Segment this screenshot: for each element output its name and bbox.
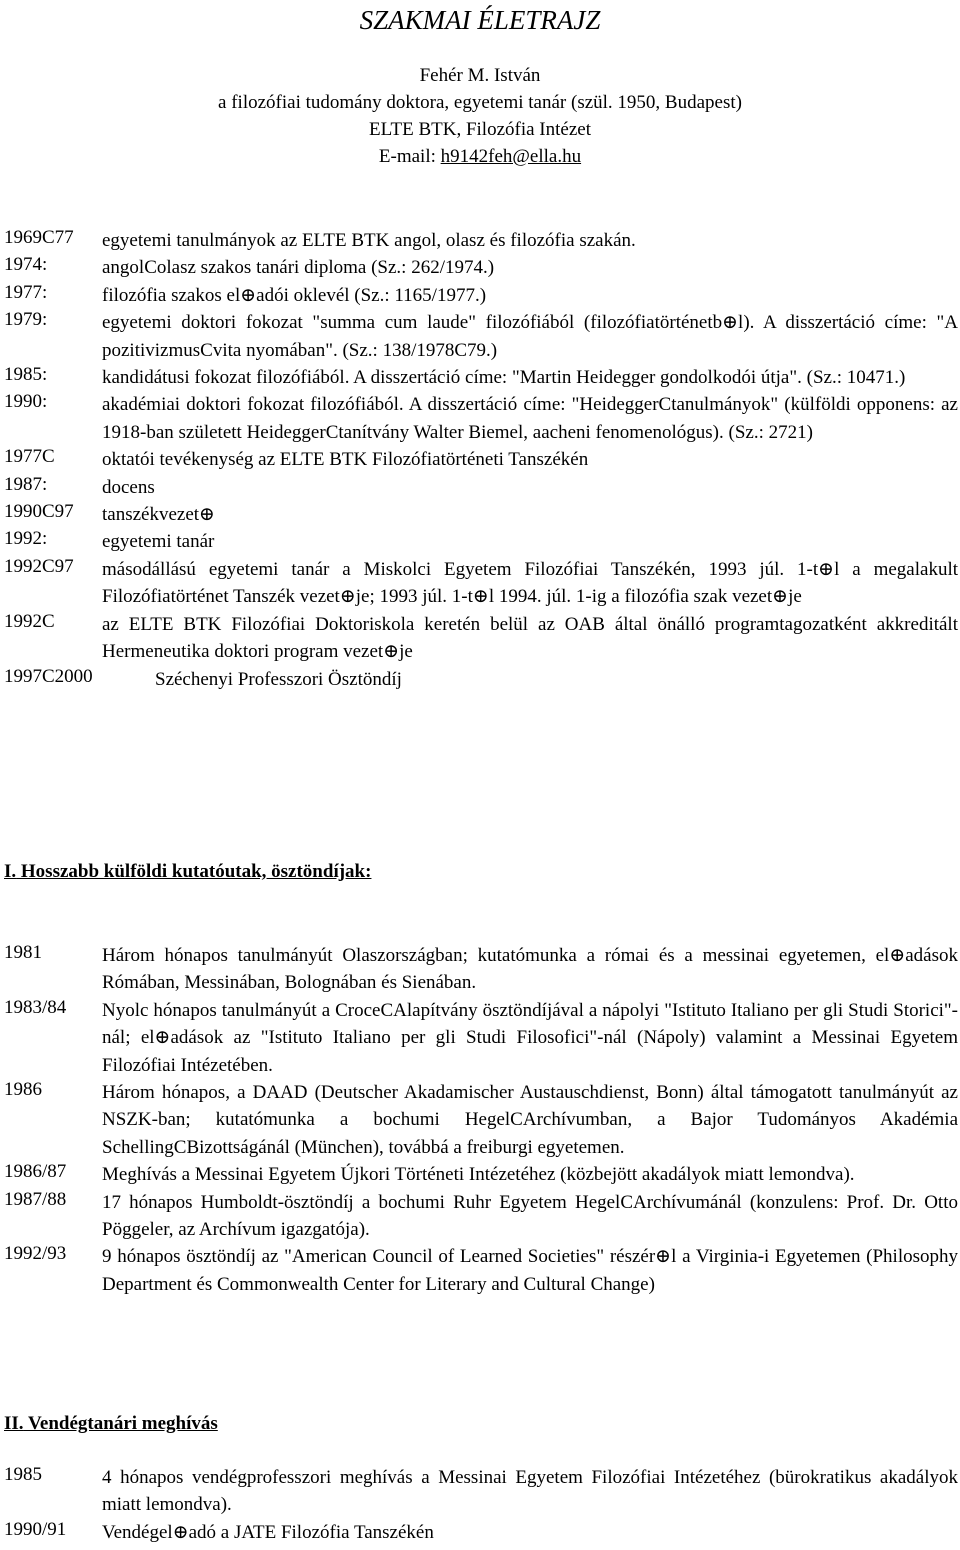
career-year: 1990: bbox=[4, 391, 48, 413]
trip-entry bbox=[0, 942, 960, 997]
career-year: 1997C2000 bbox=[4, 665, 93, 687]
trip-year: 1981 bbox=[4, 942, 42, 963]
trip-entry bbox=[0, 997, 960, 1079]
career-year: 1990C97 bbox=[4, 501, 74, 523]
career-text: Széchenyi Professzori Ösztöndíj bbox=[155, 668, 402, 690]
email-label: E-mail: bbox=[378, 146, 441, 167]
career-text: egyetemi tanár bbox=[102, 531, 215, 553]
career-list bbox=[0, 227, 960, 693]
career-year: 1985: bbox=[4, 364, 48, 386]
section-number: II. bbox=[4, 1413, 24, 1434]
trip-entry bbox=[0, 1161, 960, 1188]
trip-text: 17 hónapos Humboldt-ösztöndíj a bochumi Ruhr Egyetem HegelCArchívumánál (konzulens: Prof. Dr. Otto Pöggeler, az Archívum igazgatója). bbox=[102, 1191, 958, 1241]
career-year: 1969C77 bbox=[4, 227, 74, 248]
career-year: 1992C97 bbox=[4, 555, 74, 577]
trip-text: Nyolc hónapos tanulmányút a CroceCAlapítvány ösztöndíjával a nápolyi "Istituto Italiano per gli Studi Storici"-nál; el⊕adások az "Istituto Italiano per gli Studi Filosofici"-nál (Nápoly) valamint a Messinai Egyetem Filozófiai Intézetében. bbox=[102, 999, 958, 1076]
career-year: 1979: bbox=[4, 309, 48, 331]
trip-entry bbox=[0, 1189, 960, 1244]
trip-year: 1983/84 bbox=[4, 996, 67, 1018]
career-entry bbox=[0, 309, 960, 364]
career-entry bbox=[0, 474, 960, 501]
guest-teaching-list bbox=[0, 1464, 960, 1546]
header-block bbox=[0, 62, 960, 170]
guest-text: 4 hónapos vendégprofesszori meghívás a Messinai Egyetem Filozófiai Intézetéhez (bürokratikus akadályok miatt lemondva). bbox=[102, 1467, 958, 1516]
author-email-line bbox=[0, 143, 960, 170]
career-entry bbox=[0, 282, 960, 309]
career-entry bbox=[0, 611, 960, 666]
author-name: Fehér M. István bbox=[419, 65, 541, 86]
trip-entry bbox=[0, 1243, 960, 1298]
career-text: angolColasz szakos tanári diploma (Sz.: 262/1974.) bbox=[102, 257, 495, 279]
career-text: másodállású egyetemi tanár a Miskolci Egyetem Filozófiai Tanszékén, 1993 júl. 1-t⊕l a megalakult Filozófiatörténet Tanszék vezet⊕je; 1993 júl. 1-t⊕l 1994. júl. 1-ig a filozófia szak vezet⊕je bbox=[102, 558, 958, 608]
author-title: a filozófiai tudomány doktora, egyetemi tanár (szül. 1950, Budapest) bbox=[218, 92, 742, 113]
career-entry bbox=[0, 254, 960, 281]
career-text: oktatói tevékenység az ELTE BTK Filozófiatörténeti Tanszékén bbox=[102, 449, 589, 471]
career-text: tanszékvezet⊕ bbox=[102, 504, 215, 526]
career-year: 1987: bbox=[4, 473, 48, 495]
career-text: egyetemi tanulmányok az ELTE BTK angol, olasz és filozófia szakán. bbox=[102, 230, 636, 251]
trip-entry bbox=[0, 1079, 960, 1161]
career-text: filozófia szakos el⊕adói oklevél (Sz.: 1165/1977.) bbox=[102, 284, 487, 306]
trip-text: 9 hónapos ösztöndíj az "American Council of Learned Societies" részér⊕l a Virginia-i Egyetemen (Philosophy Department és Commonwealth Center for Literary and Cultural Change) bbox=[102, 1246, 958, 1295]
trip-year: 1986/87 bbox=[4, 1161, 67, 1183]
career-entry bbox=[0, 446, 960, 473]
career-year: 1992C bbox=[4, 610, 55, 632]
email-link[interactable]: h9142feh@ella.hu bbox=[440, 146, 582, 167]
trip-text: Meghívás a Messinai Egyetem Újkori Történeti Intézetéhez (közbejött akadályok miatt lemondva). bbox=[102, 1164, 855, 1186]
career-entry bbox=[0, 556, 960, 611]
career-entry bbox=[0, 227, 960, 254]
trip-year: 1987/88 bbox=[4, 1188, 67, 1210]
career-year: 1992: bbox=[4, 528, 48, 550]
guest-entry bbox=[0, 1464, 960, 1519]
trip-year: 1992/93 bbox=[4, 1243, 67, 1265]
career-text: docens bbox=[102, 476, 155, 498]
trip-text: Három hónapos, a DAAD (Deutscher Akadamischer Austauschdienst, Bonn) által támogatott tanulmányút az NSZK-ban; kutatómunka a bochumi HegelCArchívumban, a Bajor Tudományos Akadémia SchellingCBizottságánál (München), továbbá a freiburgi egyetemen. bbox=[102, 1082, 958, 1158]
guest-entry bbox=[0, 1519, 960, 1546]
guest-year: 1990/91 bbox=[4, 1518, 67, 1540]
career-entry bbox=[0, 501, 960, 528]
career-text: kandidátusi fokozat filozófiából. A disszertáció címe: "Martin Heidegger gondolkodói útja". (Sz.: 10471.) bbox=[102, 367, 906, 389]
career-entry bbox=[0, 666, 960, 693]
career-entry bbox=[0, 528, 960, 555]
section-number: I. bbox=[4, 861, 17, 882]
section-heading-text: Hosszabb külföldi kutatóutak, ösztöndíjak: bbox=[16, 861, 372, 882]
career-entry bbox=[0, 391, 960, 446]
career-year: 1977: bbox=[4, 281, 48, 303]
career-text: akadémiai doktori fokozat filozófiából. A disszertáció címe: "HeideggerCtanulmányok" (külföldi opponens: az 1918-ban született HeideggerCtanítvány Walter Biemel, aacheni fenomenológus). (Sz.: 2721) bbox=[102, 394, 958, 443]
trip-text: Három hónapos tanulmányút Olaszországban; kutatómunka a római és a messinai egyetemen, el⊕adások Rómában, Messinában, Bolognában és Sienában. bbox=[102, 945, 958, 994]
trip-year: 1986 bbox=[4, 1079, 42, 1101]
career-year: 1974: bbox=[4, 254, 48, 276]
guest-year: 1985 bbox=[4, 1464, 42, 1485]
section-heading-guest-teaching bbox=[4, 1410, 218, 1437]
page-title: SZAKMAI ÉLETRAJZ bbox=[359, 5, 601, 35]
author-affiliation: ELTE BTK, Filozófia Intézet bbox=[369, 119, 591, 140]
section-heading-text: Vendégtanári meghívás bbox=[23, 1413, 218, 1434]
career-entry bbox=[0, 364, 960, 391]
research-trips-list bbox=[0, 942, 960, 1298]
career-text: az ELTE BTK Filozófiai Doktoriskola keretén belül az OAB által önálló programtagozatként akkreditált Hermeneutika doktori program vezet⊕je bbox=[102, 613, 958, 663]
career-text: egyetemi doktori fokozat "summa cum laude" filozófiából (filozófiatörténetb⊕l). A disszertáció címe: "A pozitivizmusCvita nyomában". (Sz.: 138/1978C79.) bbox=[102, 312, 958, 361]
section-heading-research-trips bbox=[4, 858, 371, 885]
career-year: 1977C bbox=[4, 446, 55, 468]
guest-text: Vendégel⊕adó a JATE Filozófia Tanszékén bbox=[102, 1521, 434, 1543]
